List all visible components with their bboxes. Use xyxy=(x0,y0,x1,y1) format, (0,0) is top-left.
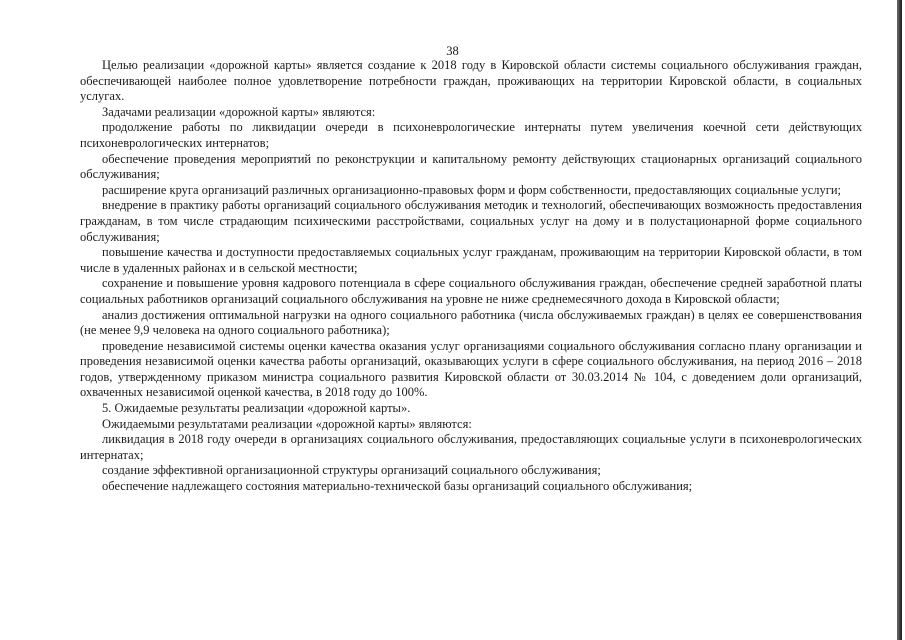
paragraph-result-structure: создание эффективной организационной структуры организаций социального обслуживания; xyxy=(102,463,601,478)
page-number: 38 xyxy=(446,44,459,58)
section-heading-results: 5. Ожидаемые результаты реализации «дорожной карты». xyxy=(102,401,411,416)
paragraph-task-assessment: проведение независимой системы оценки качества оказания услуг организациями социального обслуживания согласно плану организации и проведения независимой оценки качества работы организаций, оказывающих услуги в сфере социального обслуживания, на период 2016 – 2018 годов, утвержденному приказом министра социального развития Кировской области от 30.03.2014 № 104, с доведением доли организаций, охваченных независимой оценкой качества, в 2018 году до 100%. xyxy=(80,338,862,400)
scan-edge-shadow xyxy=(897,0,902,640)
paragraph-results-heading: Ожидаемыми результатами реализации «дорожной карты» являются: xyxy=(102,416,472,431)
document-body xyxy=(80,58,862,495)
paragraph-task-methods: внедрение в практику работы организаций социального обслуживания методик и технологий, обеспечивающих возможность предоставления гражданам, в том числе страдающим психическими расстройствами, социальных услуг на дому и в полустационарной форме социального обслуживания; xyxy=(80,198,862,244)
paragraph-goal: Целью реализации «дорожной карты» является создание к 2018 году в Кировской области системы социального обслуживания граждан, обеспечивающей наиболее полное удовлетворение потребности граждан, проживающих на территории Кировской области, в социальных услугах. xyxy=(80,58,862,104)
paragraph-tasks-heading: Задачами реализации «дорожной карты» являются: xyxy=(102,104,376,119)
paragraph-task-queue: продолжение работы по ликвидации очереди в психоневрологические интернаты путем увеличения коечной сети действующих психоневрологических интернатов; xyxy=(80,120,862,150)
paragraph-task-workload: анализ достижения оптимальной нагрузки на одного социального работника (числа обслуживаемых граждан) в целях ее совершенствования (не менее 9,9 человека на одного социального работника); xyxy=(80,307,862,338)
paragraph-task-staff: сохранение и повышение уровня кадрового потенциала в сфере социального обслуживания граждан, обеспечение средней заработной платы социальных работников организаций социального обслуживания на уровне не ниже среднемесячного дохода в Кировской области; xyxy=(80,276,862,306)
paragraph-task-quality: повышение качества и доступности предоставляемых социальных услуг гражданам, проживающим на территории Кировской области, в том числе в удаленных районах и в сельской местности; xyxy=(80,245,862,275)
paragraph-task-organizations: расширение круга организаций различных организационно-правовых форм и форм собственности, предоставляющих социальные услуги; xyxy=(102,182,842,197)
paragraph-result-queue: ликвидация в 2018 году очереди в организациях социального обслуживания, предоставляющих социальные услуги в психоневрологических интернатах; xyxy=(80,432,862,462)
paragraph-task-reconstruction: обеспечение проведения мероприятий по реконструкции и капитальному ремонту действующих стационарных организаций социального обслуживания; xyxy=(80,151,862,182)
paragraph-result-facilities: обеспечение надлежащего состояния материально-технической базы организаций социального обслуживания; xyxy=(102,479,693,494)
